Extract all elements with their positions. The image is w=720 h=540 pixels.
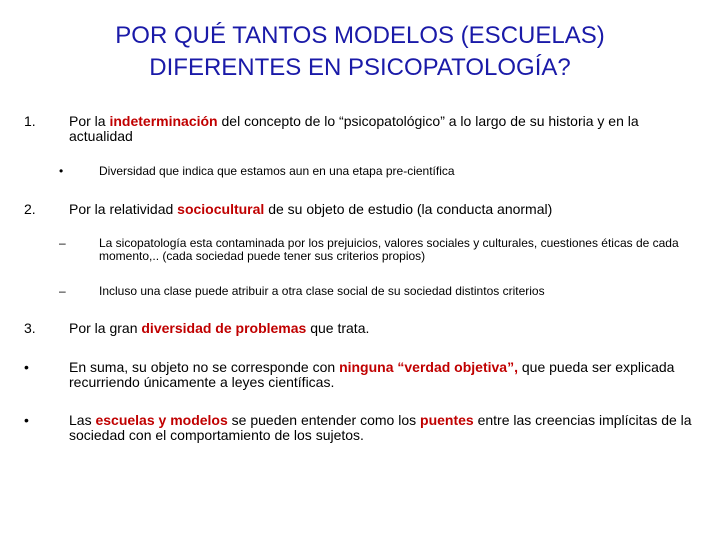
item-text: Por la indeterminación del concepto de lo “psicopatológico” a lo largo de su historia y en la actualidad [69, 113, 639, 144]
item-text: Incluso una clase puede atribuir a otra clase social de su sociedad distintos criterios [99, 284, 545, 298]
dash-icon: – [59, 236, 66, 250]
item-number: 1. [24, 113, 36, 129]
highlight-term: escuelas y modelos [95, 412, 228, 428]
item-number: 3. [24, 320, 36, 336]
item-text: Por la gran diversidad de problemas que trata. [69, 320, 370, 336]
item-text: Diversidad que indica que estamos aun en una etapa pre-científica [99, 164, 455, 178]
bullet-icon: • [24, 412, 29, 428]
highlight-term: ninguna “verdad objetiva”, [339, 359, 518, 375]
dash-icon: – [59, 284, 66, 298]
title-line-1: POR QUÉ TANTOS MODELOS (ESCUELAS) [115, 22, 605, 49]
highlight-term: diversidad de problemas [141, 320, 307, 336]
highlight-term: sociocultural [177, 201, 265, 217]
slide-title [0, 20, 720, 84]
highlight-term: indeterminación [109, 113, 218, 129]
highlight-term: puentes [420, 412, 474, 428]
title-line-2: DIFERENTES EN PSICOPATOLOGÍA? [149, 54, 571, 81]
item-number: 2. [24, 201, 36, 217]
item-text: Las escuelas y modelos se pueden entender como los puentes entre las creencias implícitas de la sociedad con el comportamiento de los sujetos. [69, 412, 692, 443]
bullet-icon: • [59, 164, 64, 178]
bullet-icon: • [24, 359, 29, 375]
item-text: En suma, su objeto no se corresponde con ninguna “verdad objetiva”, que pueda ser explicada recurriendo únicamente a leyes científicas. [69, 359, 675, 390]
item-text: La sicopatología esta contaminada por los prejuicios, valores sociales y culturales, cuestiones éticas de cada momento,.. (cada sociedad puede tener sus criterios propios) [99, 236, 679, 263]
item-text: Por la relatividad sociocultural de su objeto de estudio (la conducta anormal) [69, 201, 553, 217]
